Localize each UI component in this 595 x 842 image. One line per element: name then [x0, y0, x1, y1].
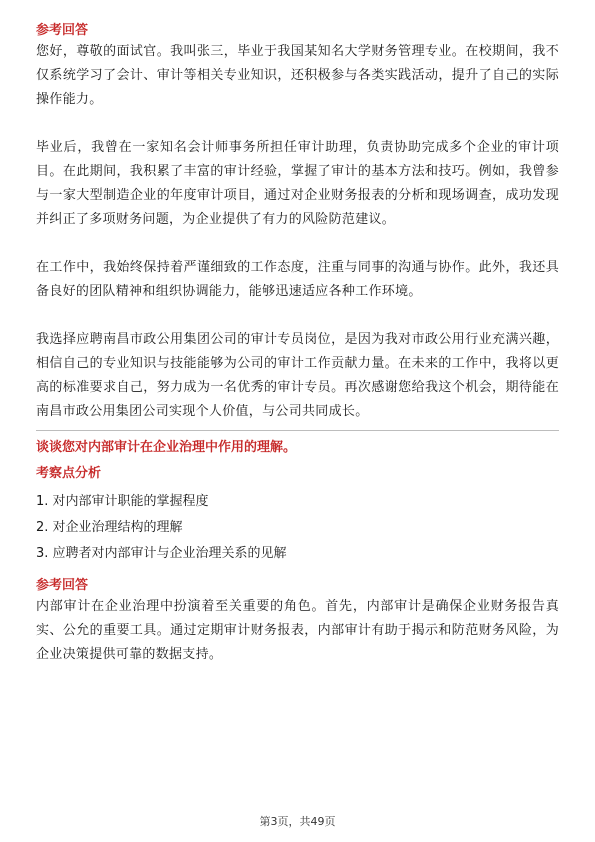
interview-question: 谈谈您对内部审计在企业治理中作用的理解。 — [36, 440, 297, 455]
list-item: 1. 对内部审计职能的掌握程度 — [36, 494, 209, 509]
analysis-heading: 考察点分析 — [36, 466, 102, 481]
analysis-points-list — [36, 489, 559, 567]
answer-paragraph-5: 内部审计在企业治理中扮演着至关重要的角色。首先，内部审计是确保企业财务报告真实、公允的重要工具。通过定期审计财务报表，内部审计有助于揭示和防范财务风险，为企业决策提供可靠的数据支持。 — [36, 599, 559, 662]
answer-paragraph-1: 您好，尊敬的面试官。我叫张三，毕业于我国某知名大学财务管理专业。在校期间，我不仅系统学习了会计、审计等相关专业知识，还积极参与各类实践活动，提升了自己的实际操作能力。 — [36, 44, 559, 107]
answer-paragraph-3: 在工作中，我始终保持着严谨细致的工作态度，注重与同事的沟通与协作。此外，我还具备良好的团队精神和组织协调能力，能够迅速适应各种工作环境。 — [36, 260, 559, 299]
list-item: 3. 应聘者对内部审计与企业治理关系的见解 — [36, 546, 287, 561]
answer-paragraph-2: 毕业后，我曾在一家知名会计师事务所担任审计助理，负责协助完成多个企业的审计项目。在此期间，我积累了丰富的审计经验，掌握了审计的基本方法和技巧。例如，我曾参与一家大型制造企业的年度审计项目，通过对企业财务报表的分析和现场调查，成功发现并纠正了多项财务问题，为企业提供了有力的风险防范建议。 — [36, 140, 559, 227]
section-divider — [36, 430, 559, 431]
page-number: 第3页，共49页 — [259, 815, 336, 828]
answer-paragraph-4: 我选择应聘南昌市政公用集团公司的审计专员岗位，是因为我对市政公用行业充满兴趣，相信自己的专业知识与技能能够为公司的审计工作贡献力量。在未来的工作中，我将以更高的标准要求自己，努力成为一名优秀的审计专员。再次感谢您给我这个机会，期待能在南昌市政公用集团公司实现个人价值，与公司共同成长。 — [36, 332, 559, 419]
answer-heading-1: 参考回答 — [36, 23, 89, 38]
document-page — [36, 22, 559, 667]
answer-heading-2: 参考回答 — [36, 578, 89, 593]
list-item: 2. 对企业治理结构的理解 — [36, 520, 183, 535]
